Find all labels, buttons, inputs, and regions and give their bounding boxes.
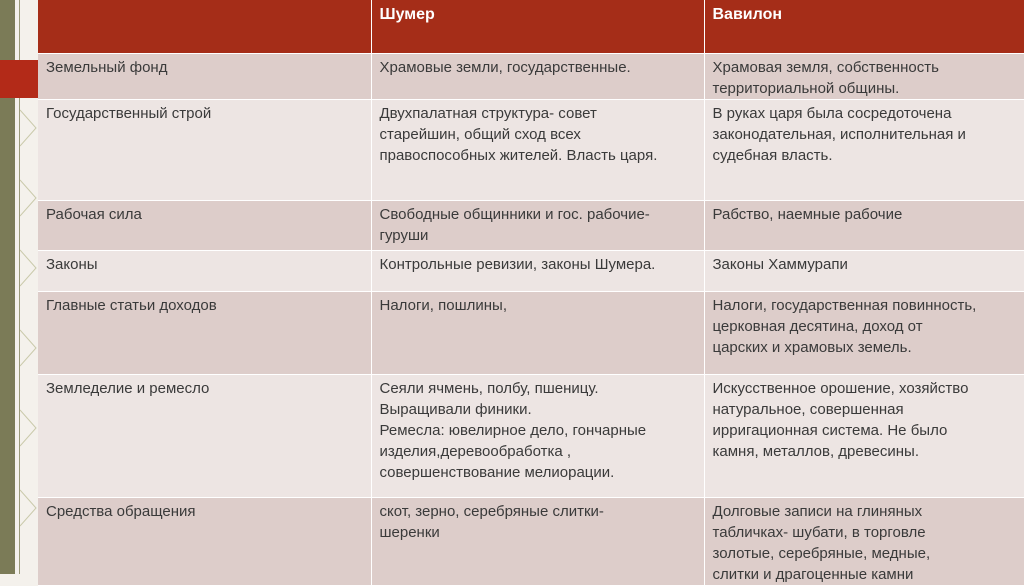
babylon-cell-line: слитки и драгоценные камни <box>712 566 914 583</box>
babylon-cell-line: Храмовая земля, собственность <box>712 59 939 76</box>
table-row <box>38 498 1024 586</box>
babylon-cell-line: В руках царя была сосредоточена <box>712 105 952 122</box>
babylon-cell <box>704 54 1024 100</box>
babylon-cell-line: Законы Хаммурапи <box>712 256 848 273</box>
babylon-cell-line: золотые, серебряные, медные, <box>712 545 931 562</box>
sumer-cell-line: правоспособных жителей. Власть царя. <box>379 147 658 164</box>
header-empty <box>38 0 371 54</box>
table-row <box>38 375 1024 498</box>
row-label: Главные статьи доходов <box>38 292 371 375</box>
babylon-cell <box>704 100 1024 201</box>
sumer-cell-line: изделия,деревообработка , <box>379 443 572 460</box>
row-label: Законы <box>38 251 371 292</box>
sumer-cell <box>371 292 704 375</box>
sumer-cell <box>371 100 704 201</box>
table-row <box>38 201 1024 251</box>
red-accent-block <box>0 60 38 98</box>
sumer-cell <box>371 201 704 251</box>
babylon-cell-line: территориальной общины. <box>712 80 900 97</box>
header-sumer: Шумер <box>371 0 704 54</box>
sumer-cell-line: Ремесла: ювелирное дело, гончарные <box>379 422 647 439</box>
sumer-cell-line: Выращивали финики. <box>379 401 532 418</box>
babylon-cell-line: царских и храмовых земель. <box>712 339 912 356</box>
sumer-cell-line: шеренки <box>379 524 440 541</box>
sumer-cell-line: гуруши <box>379 227 429 244</box>
sumer-cell-line: скот, зерно, серебряные слитки- <box>379 503 604 520</box>
babylon-cell-line: Искусственное орошение, хозяйство <box>712 380 969 397</box>
header-babylon: Вавилон <box>704 0 1024 54</box>
sumer-cell-line: Сеяли ячмень, полбу, пшеницу. <box>379 380 599 397</box>
babylon-cell-line: Рабство, наемные рабочие <box>712 206 903 223</box>
sumer-cell <box>371 54 704 100</box>
babylon-cell <box>704 201 1024 251</box>
sumer-cell-line: старейшин, общий сход всех <box>379 126 581 143</box>
sumer-cell-line: Налоги, пошлины, <box>379 297 507 314</box>
sumer-cell-line: Свободные общинники и гос. рабочие- <box>379 206 650 223</box>
babylon-cell-line: судебная власть. <box>712 147 833 164</box>
babylon-cell <box>704 251 1024 292</box>
sumer-cell <box>371 498 704 586</box>
babylon-cell-line: законодательная, исполнительная и <box>712 126 966 143</box>
sumer-cell-line: Двухпалатная структура- совет <box>379 105 597 122</box>
sumer-cell-line: Контрольные ревизии, законы Шумера. <box>379 256 656 273</box>
table-row <box>38 54 1024 100</box>
babylon-cell <box>704 375 1024 498</box>
babylon-cell-line: ирригационная система. Не было <box>712 422 948 439</box>
sumer-cell-line: Храмовые земли, государственные. <box>379 59 631 76</box>
row-label: Рабочая сила <box>38 201 371 251</box>
sumer-cell <box>371 251 704 292</box>
babylon-cell-line: натуральное, совершенная <box>712 401 904 418</box>
row-label: Средства обращения <box>38 498 371 586</box>
babylon-cell-line: табличках- шубати, в торговле <box>712 524 926 541</box>
table-row <box>38 100 1024 201</box>
babylon-cell-line: Долговые записи на глиняных <box>712 503 923 520</box>
table-row <box>38 251 1024 292</box>
row-label: Государственный строй <box>38 100 371 201</box>
sumer-cell-line: совершенствование мелиорации. <box>379 464 615 481</box>
table-header-row <box>38 0 1024 54</box>
babylon-cell <box>704 292 1024 375</box>
babylon-cell-line: Налоги, государственная повинность, <box>712 297 977 314</box>
babylon-cell-line: камня, металлов, древесины. <box>712 443 919 460</box>
table-row <box>38 292 1024 375</box>
comparison-table <box>38 0 1024 586</box>
babylon-cell-line: церковная десятина, доход от <box>712 318 923 335</box>
row-label: Земельный фонд <box>38 54 371 100</box>
row-label: Земледелие и ремесло <box>38 375 371 498</box>
sumer-cell <box>371 375 704 498</box>
babylon-cell <box>704 498 1024 586</box>
